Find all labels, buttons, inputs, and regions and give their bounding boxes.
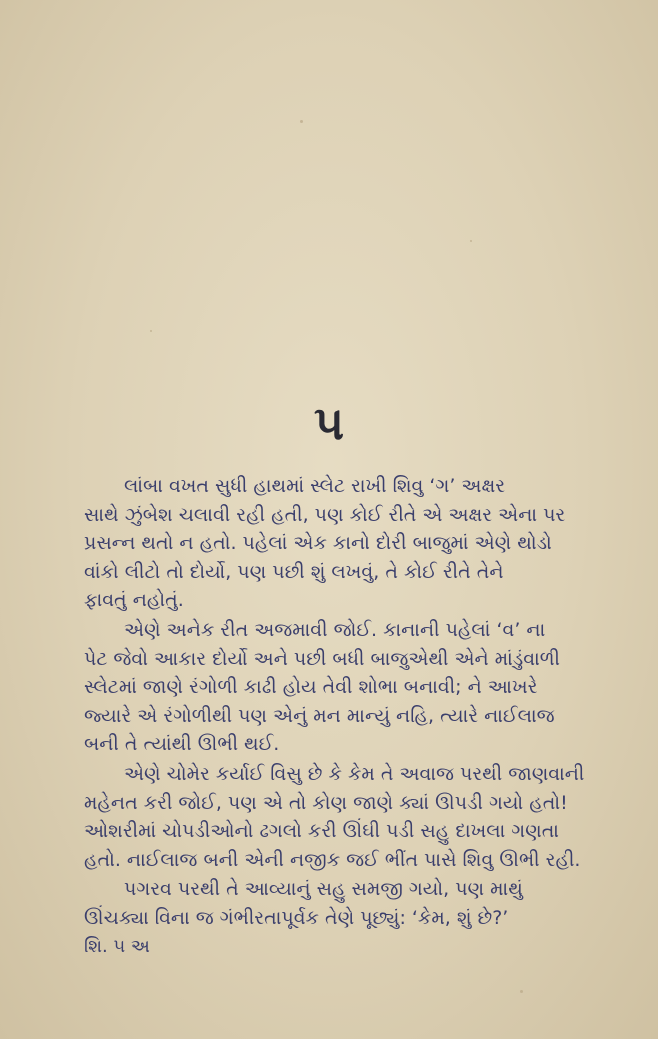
text-line: સાથે ઝુંબેશ ચલાવી રહી હતી, પણ કોઈ રીતે એ અક્ષર એના પર bbox=[84, 503, 566, 526]
text-line: હતો. નાઈલાજ બની એની નજીક જઈ ભીંત પાસે શિવુ ઊભી રહી. bbox=[84, 848, 581, 871]
text-line: વાંકો લીટો તો દોર્યો, પણ પછી શું લખવું, તે કોઈ રીતે તેને bbox=[84, 560, 504, 583]
text-line: પેટ જેવો આકાર દોર્યો અને પછી બધી બાજુએથી એને માંડુંવાળી bbox=[84, 647, 560, 670]
text-line: જ્યારે એ રંગોળીથી પણ એનું મન માન્યું નહિ, ત્યારે નાઈલાજ bbox=[84, 704, 555, 727]
chapter-body bbox=[84, 472, 610, 961]
text-line: પ્રસન્ન થતો ન હતો. પહેલાં એક કાનો દોરી બાજુમાં એણે થોડો bbox=[84, 532, 552, 555]
text-line: એણે ચોમેર કર્યાઈ વિસુ છે કે કેમ તે અવાજ પરથી જાણવાની bbox=[124, 762, 585, 785]
paper-speck bbox=[300, 120, 303, 123]
paper-speck bbox=[150, 330, 152, 332]
text-line: એણે અનેક રીત અજમાવી જોઈ. કાનાની પહેલાં ‘વ’ ના bbox=[124, 618, 546, 641]
text-line: સ્લેટમાં જાણે રંગોળી કાઢી હોય તેવી શોભા બનાવી; ને આખરે bbox=[84, 676, 538, 699]
text-line: મહેનત કરી જોઈ, પણ એ તો કોણ જાણે ક્યાં ઊપડી ગયો હતો! bbox=[84, 791, 568, 814]
paragraph-2 bbox=[84, 616, 610, 759]
paper-speck bbox=[520, 990, 523, 993]
paragraph-3 bbox=[84, 760, 610, 874]
text-line: લાંબા વખત સુધી હાથમાં સ્લેટ રાખી શિવુ ‘ગ’ અક્ષર bbox=[124, 475, 506, 497]
signature-mark: શિ. ૫ અ bbox=[84, 935, 150, 957]
paragraph-1 bbox=[84, 472, 610, 615]
text-line: ફાવતું નહોતું. bbox=[84, 589, 184, 612]
text-line: ઓશરીમાં ચોપડીઓનો ઢગલો કરી ઊંઘી પડી સહુ દાખલા ગણતા bbox=[84, 820, 559, 843]
text-line: ઊંચક્યા વિના જ ગંભીરતાપૂર્વક તેણે પૂછ્યું: ‘કેમ, શું છે?’ bbox=[84, 906, 509, 929]
chapter-number: ૫ bbox=[313, 396, 345, 450]
text-line: બની તે ત્યાંથી ઊભી થઈ. bbox=[84, 733, 280, 756]
paragraph-4 bbox=[84, 875, 610, 932]
paper-speck bbox=[470, 240, 472, 242]
text-line: પગરવ પરથી તે આવ્યાનું સહુ સમજી ગયો, પણ માથું bbox=[124, 878, 523, 901]
